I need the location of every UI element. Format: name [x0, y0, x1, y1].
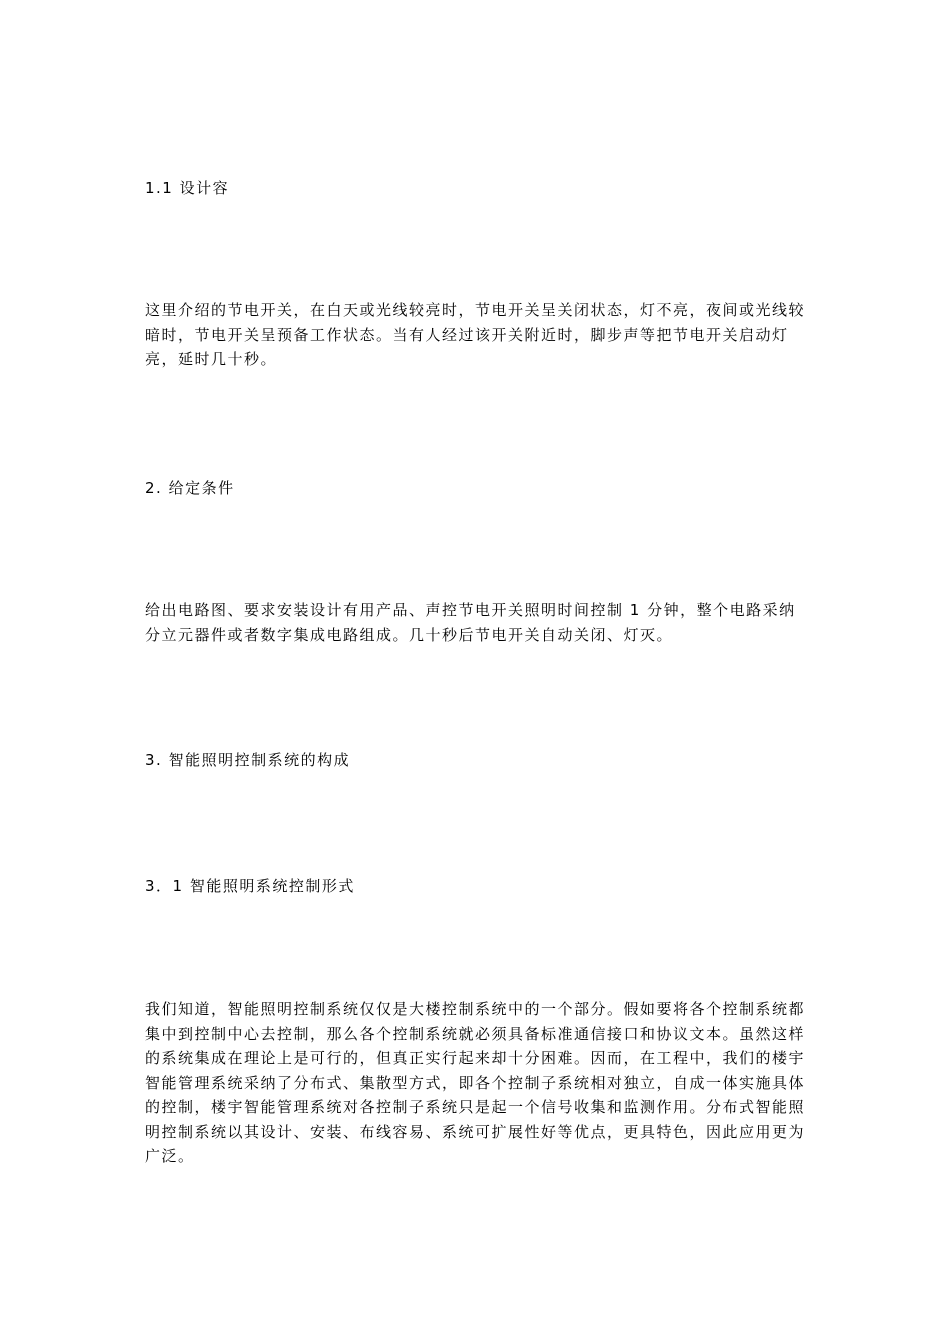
section-heading-3-1: 3．1 智能照明系统控制形式: [145, 877, 355, 895]
section-heading-3: 3. 智能照明控制系统的构成: [145, 751, 351, 769]
section-paragraph-2: 给出电路图、要求安装设计有用产品、声控节电开关照明时间控制 1 分钟，整个电路采纳分立元器件或者数字集成电路组成。几十秒后节电开关自动关闭、灯灭。: [145, 601, 796, 644]
section-paragraph-1-1: 这里介绍的节电开关，在白天或光线较亮时，节电开关呈关闭状态，灯不亮，夜间或光线较暗时，节电开关呈预备工作状态。当有人经过该开关附近时，脚步声等把节电开关启动灯亮，延时几十秒。: [145, 301, 806, 368]
section-heading-1-1: 1.1 设计容: [145, 179, 230, 197]
section-paragraph-3-1: 我们知道，智能照明控制系统仅仅是大楼控制系统中的一个部分。假如要将各个控制系统都集中到控制中心去控制，那么各个控制系统就必须具备标准通信接口和协议文本。虽然这样的系统集成在理论上是可行的，但真正实行起来却十分困难。因而，在工程中，我们的楼宇智能管理系统采纳了分布式、集散型方式，即各个控制子系统相对独立，自成一体实施具体的控制，楼宇智能管理系统对各控制子系统只是起一个信号收集和监测作用。分布式智能照明控制系统以其设计、安装、布线容易、系统可扩展性好等优点，更具特色，因此应用更为广泛。: [145, 1000, 806, 1165]
section-heading-2: 2. 给定条件: [145, 479, 235, 497]
